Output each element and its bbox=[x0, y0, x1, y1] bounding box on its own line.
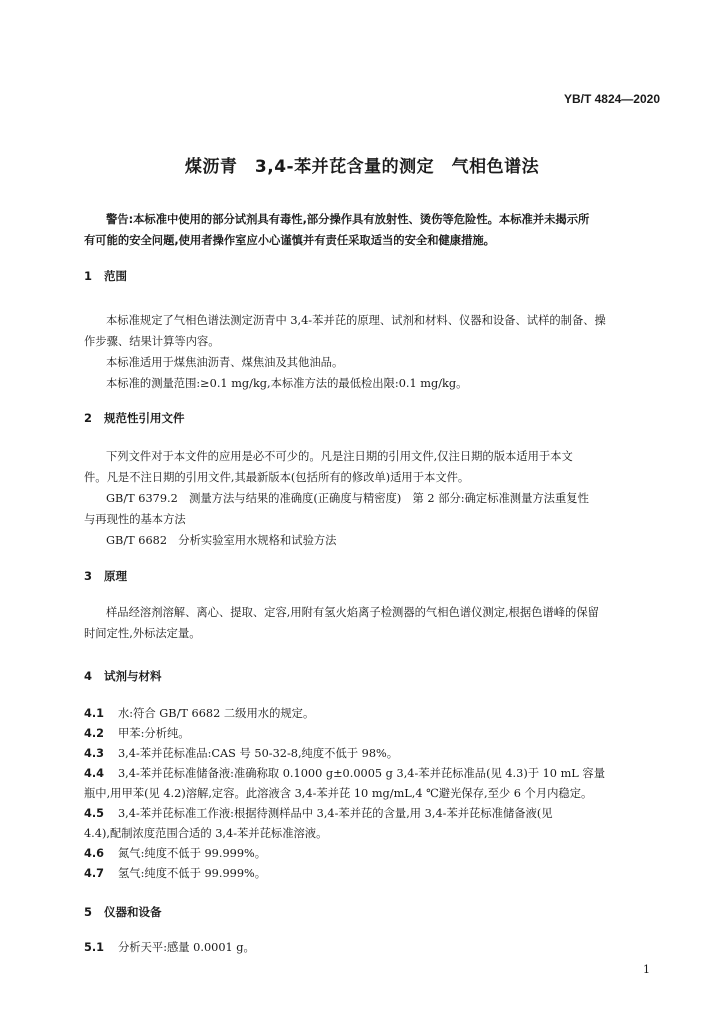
clause-number: 4.2 bbox=[84, 727, 105, 740]
section-title: 试剂与材料 bbox=[104, 669, 162, 683]
reference-item: GB/T 6682 分析实验室用水规格和试验方法 bbox=[106, 534, 337, 547]
section-number: 1 bbox=[84, 269, 93, 283]
section-title: 仪器和设备 bbox=[104, 905, 162, 919]
section-5-heading bbox=[84, 904, 162, 920]
paragraph: 本标准规定了气相色谱法测定沥青中 3,4-苯并芘的原理、试剂和材料、仪器和设备、试样的制备、操 bbox=[106, 314, 606, 327]
clause-text: 水:符合 GB/T 6682 二级用水的规定。 bbox=[118, 707, 315, 720]
clause-text: 甲苯:分析纯。 bbox=[118, 727, 190, 740]
clause-number: 4.6 bbox=[84, 847, 105, 860]
clause-item bbox=[84, 764, 660, 784]
clause-text: 氮气:纯度不低于 99.999%。 bbox=[118, 847, 267, 860]
reference-item: GB/T 6379.2 测量方法与结果的准确度(正确度与精密度) 第 2 部分:确定标准测量方法重复性 bbox=[106, 492, 589, 505]
clause-number: 4.1 bbox=[84, 707, 105, 720]
clause-text: 氢气:纯度不低于 99.999%。 bbox=[118, 867, 267, 880]
section-1-heading bbox=[84, 268, 127, 284]
clause-text: 3,4-苯并芘标准储备液:准确称取 0.1000 g±0.0005 g 3,4-苯并芘标准品(见 4.3)于 10 mL 容量 bbox=[118, 767, 605, 780]
section-number: 2 bbox=[84, 411, 93, 425]
section-5-items bbox=[84, 938, 660, 958]
clause-item bbox=[84, 804, 660, 824]
standard-code: YB/T 4824—2020 bbox=[563, 92, 660, 106]
section-1-body bbox=[84, 310, 660, 394]
warning-notice bbox=[84, 209, 660, 251]
paragraph: 本标准的测量范围:≥0.1 mg/kg,本标准方法的最低检出限:0.1 mg/kg。 bbox=[106, 377, 468, 390]
clause-continuation: 4.4),配制浓度范围合适的 3,4-苯并芘标准溶液。 bbox=[84, 827, 328, 840]
section-4-items bbox=[84, 704, 660, 884]
warning-line-2: 有可能的安全问题,使用者操作室应小心谨慎并有责任采取适当的安全和健康措施。 bbox=[84, 234, 495, 247]
clause-text: 3,4-苯并芘标准品:CAS 号 50-32-8,纯度不低于 98%。 bbox=[118, 747, 399, 760]
clause-item bbox=[84, 844, 660, 864]
clause-continuation: 瓶中,用甲苯(见 4.2)溶解,定容。此溶液含 3,4-苯并芘 10 mg/mL,4 ℃避光保存,至少 6 个月内稳定。 bbox=[84, 787, 593, 800]
paragraph: 作步骤、结果计算等内容。 bbox=[84, 335, 220, 348]
section-number: 5 bbox=[84, 905, 93, 919]
paragraph: 下列文件对于本文件的应用是必不可少的。凡是注日期的引用文件,仅注日期的版本适用于本文 bbox=[106, 450, 573, 463]
section-4-heading bbox=[84, 668, 162, 684]
document-title: 煤沥青 3,4-苯并芘含量的测定 气相色谱法 bbox=[184, 157, 540, 177]
clause-item bbox=[84, 704, 660, 724]
clause-number: 4.3 bbox=[84, 747, 105, 760]
clause-number: 4.7 bbox=[84, 867, 105, 880]
paragraph: 时间定性,外标法定量。 bbox=[84, 627, 201, 640]
section-number: 3 bbox=[84, 569, 93, 583]
paragraph: 件。凡是不注日期的引用文件,其最新版本(包括所有的修改单)适用于本文件。 bbox=[84, 471, 470, 484]
section-title: 原理 bbox=[104, 569, 127, 583]
clause-item bbox=[84, 864, 660, 884]
clause-number: 5.1 bbox=[84, 941, 105, 954]
section-number: 4 bbox=[84, 669, 93, 683]
page-number: 1 bbox=[643, 963, 650, 976]
paragraph: 本标准适用于煤焦油沥青、煤焦油及其他油品。 bbox=[106, 356, 344, 369]
section-title: 范围 bbox=[104, 269, 127, 283]
clause-number: 4.5 bbox=[84, 807, 105, 820]
section-title: 规范性引用文件 bbox=[104, 411, 185, 425]
section-3-body bbox=[84, 602, 660, 644]
reference-item: 与再现性的基本方法 bbox=[84, 513, 186, 526]
warning-line-1: 警告:本标准中使用的部分试剂具有毒性,部分操作具有放射性、烫伤等危险性。本标准并未揭示所 bbox=[106, 213, 590, 226]
clause-item bbox=[84, 724, 660, 744]
clause-text: 3,4-苯并芘标准工作液:根据待测样品中 3,4-苯并芘的含量,用 3,4-苯并芘标准储备液(见 bbox=[118, 807, 553, 820]
clause-number: 4.4 bbox=[84, 767, 105, 780]
clause-item bbox=[84, 938, 660, 958]
section-3-heading bbox=[84, 568, 127, 584]
clause-text: 分析天平:感量 0.0001 g。 bbox=[118, 941, 255, 954]
clause-item bbox=[84, 744, 660, 764]
section-2-heading bbox=[84, 410, 185, 426]
section-2-body bbox=[84, 446, 660, 551]
paragraph: 样品经溶剂溶解、离心、提取、定容,用附有氢火焰离子检测器的气相色谱仪测定,根据色谱峰的保留 bbox=[106, 606, 599, 619]
